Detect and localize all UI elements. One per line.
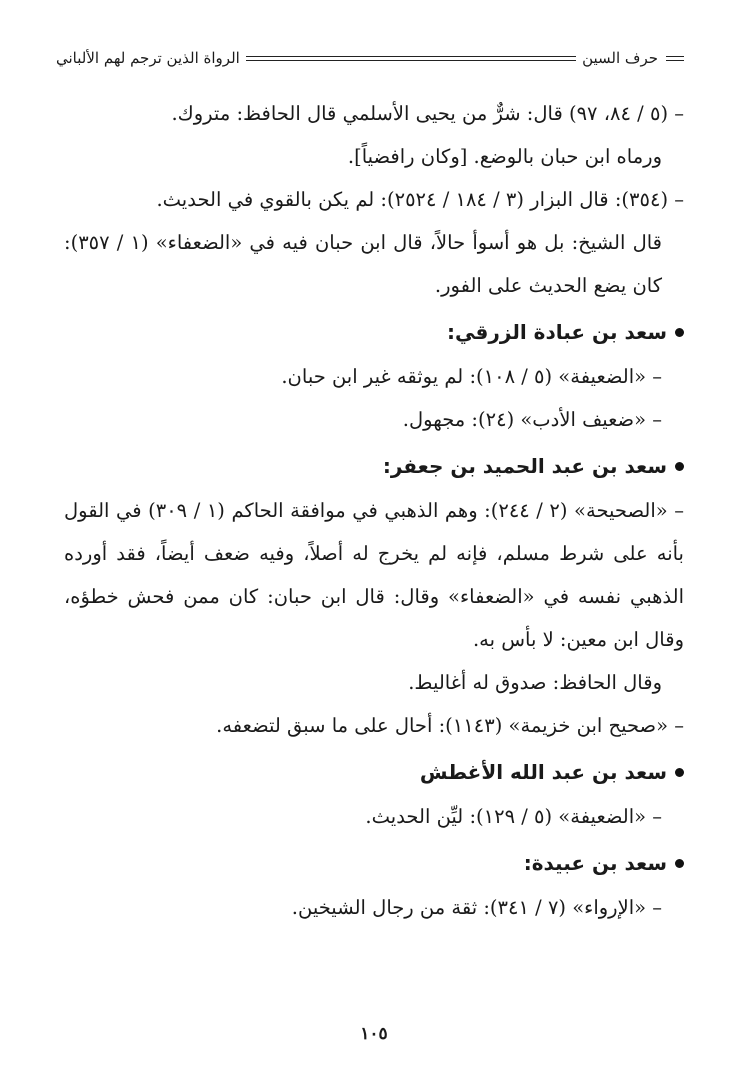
paragraph: قال الشيخ: بل هو أسوأ حالاً، قال ابن حبان فيه في «الضعفاء» (١ / ٣٥٧): كان يضع الحديث على الفور. (64, 231, 662, 297)
running-header (56, 44, 684, 72)
bullet-icon (675, 768, 684, 777)
entry-heading-text: سعد بن عبد الحميد بن جعفر: (382, 454, 667, 478)
paragraph: – «الإرواء» (٧ / ٣٤١): ثقة من رجال الشيخين. (291, 896, 662, 919)
header-book-title: الرواة الذين ترجم لهم الألباني (56, 49, 240, 67)
paragraph: – (٣٥٤): قال البزار (٣ / ١٨٤ / ٢٥٢٤): لم يكن بالقوي في الحديث. (156, 188, 684, 211)
paragraph: – «الضعيفة» (٥ / ١٠٨): لم يوثقه غير ابن حبان. (281, 365, 662, 388)
paragraph: وقال الحافظ: صدوق له أغاليط. (408, 671, 662, 694)
page-body (64, 92, 684, 929)
paragraph: – «ضعيف الأدب» (٢٤): مجهول. (402, 408, 662, 431)
entry-heading (64, 840, 684, 886)
entry-heading-text: سعد بن عبيدة: (523, 851, 667, 875)
page-number: ١٠٥ (360, 1024, 388, 1044)
entry-heading (64, 309, 684, 355)
header-rule-right (666, 56, 684, 61)
header-rule-middle (246, 56, 576, 61)
paragraph: – «صحيح ابن خزيمة» (١١٤٣): أحال على ما سبق لتضعفه. (216, 714, 684, 737)
bullet-icon (675, 462, 684, 471)
paragraph: – «الضعيفة» (٥ / ١٢٩): ليِّن الحديث. (365, 805, 662, 828)
header-section-title: حرف السين (582, 49, 658, 67)
bullet-icon (675, 859, 684, 868)
paragraph: ورماه ابن حبان بالوضع. [وكان رافضياً]. (347, 145, 662, 168)
paragraph: – (٥ / ٨٤، ٩٧) قال: شرٌّ من يحيى الأسلمي قال الحافظ: متروك. (171, 102, 684, 125)
entry-heading-text: سعد بن عبد الله الأغطش (419, 760, 667, 784)
paragraph: – «الصحيحة» (٢ / ٢٤٤): وهم الذهبي في موافقة الحاكم (١ / ٣٠٩) في القول بأنه على شرط مسلم، فإنه لم يخرج له أصلاً، وفيه ضعف أيضاً، فقد أورده الذهبي نفسه في «الضعفاء» وقال: قال ابن حبان: كان ممن فحش خطؤه، وقال ابن معين: لا بأس به. (64, 499, 684, 651)
bullet-icon (675, 328, 684, 337)
entry-heading (64, 443, 684, 489)
entry-heading (64, 749, 684, 795)
entry-heading-text: سعد بن عبادة الزرقي: (447, 320, 667, 344)
